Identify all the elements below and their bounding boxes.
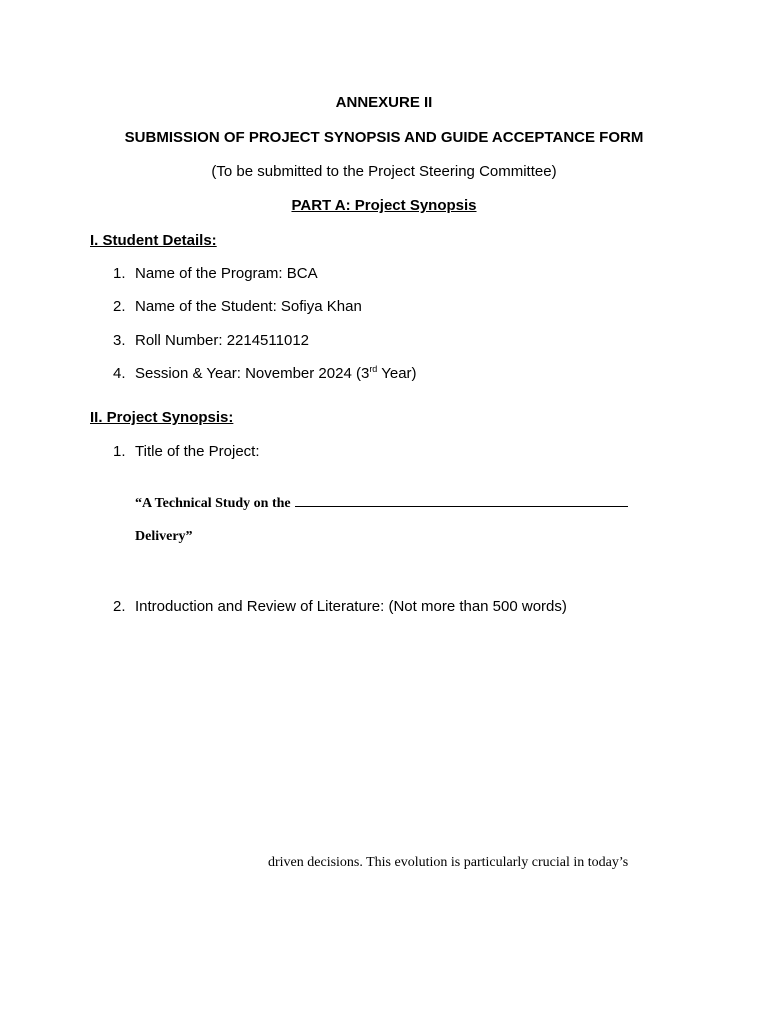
session-year xyxy=(135,365,417,382)
form-subtitle: (To be submitted to the Project Steering Committee) xyxy=(211,163,557,180)
annexure-label: ANNEXURE II xyxy=(335,94,433,111)
list-item xyxy=(113,264,318,284)
list-number: 4. xyxy=(113,365,126,382)
title-blank-line xyxy=(295,492,628,507)
list-item xyxy=(113,364,417,384)
project-title-label: Title of the Project: xyxy=(135,443,260,460)
student-name: Name of the Student: Sofiya Khan xyxy=(135,298,362,315)
list-number: 2. xyxy=(113,298,126,315)
body-text-fragment: driven decisions. This evolution is particularly crucial in today’s xyxy=(268,855,629,870)
student-details-heading: I. Student Details: xyxy=(90,232,217,249)
list-item xyxy=(113,597,567,617)
session-year-suffix: Year) xyxy=(377,365,417,382)
project-title-text: “A Technical Study on the xyxy=(135,496,291,511)
list-item xyxy=(113,297,362,317)
project-title-line-2: Delivery” xyxy=(135,529,193,544)
session-year-text: Session & Year: November 2024 (3 xyxy=(135,365,370,382)
project-synopsis-heading: II. Project Synopsis: xyxy=(90,409,234,426)
roll-number: Roll Number: 2214511012 xyxy=(135,332,310,349)
ordinal-suffix: rd xyxy=(369,364,378,374)
list-number: 1. xyxy=(113,265,126,282)
list-item xyxy=(113,442,260,462)
program-name: Name of the Program: BCA xyxy=(135,265,318,282)
introduction-label: Introduction and Review of Literature: (Not more than 500 words) xyxy=(135,598,567,615)
form-title: SUBMISSION OF PROJECT SYNOPSIS AND GUIDE ACCEPTANCE FORM xyxy=(124,129,644,146)
part-title-wrap xyxy=(0,196,768,216)
list-item xyxy=(113,331,309,351)
list-number: 1. xyxy=(113,443,126,460)
list-number: 3. xyxy=(113,332,126,349)
project-title-line-1 xyxy=(135,492,628,514)
part-title: PART A: Project Synopsis xyxy=(291,197,477,214)
list-number: 2. xyxy=(113,598,126,615)
